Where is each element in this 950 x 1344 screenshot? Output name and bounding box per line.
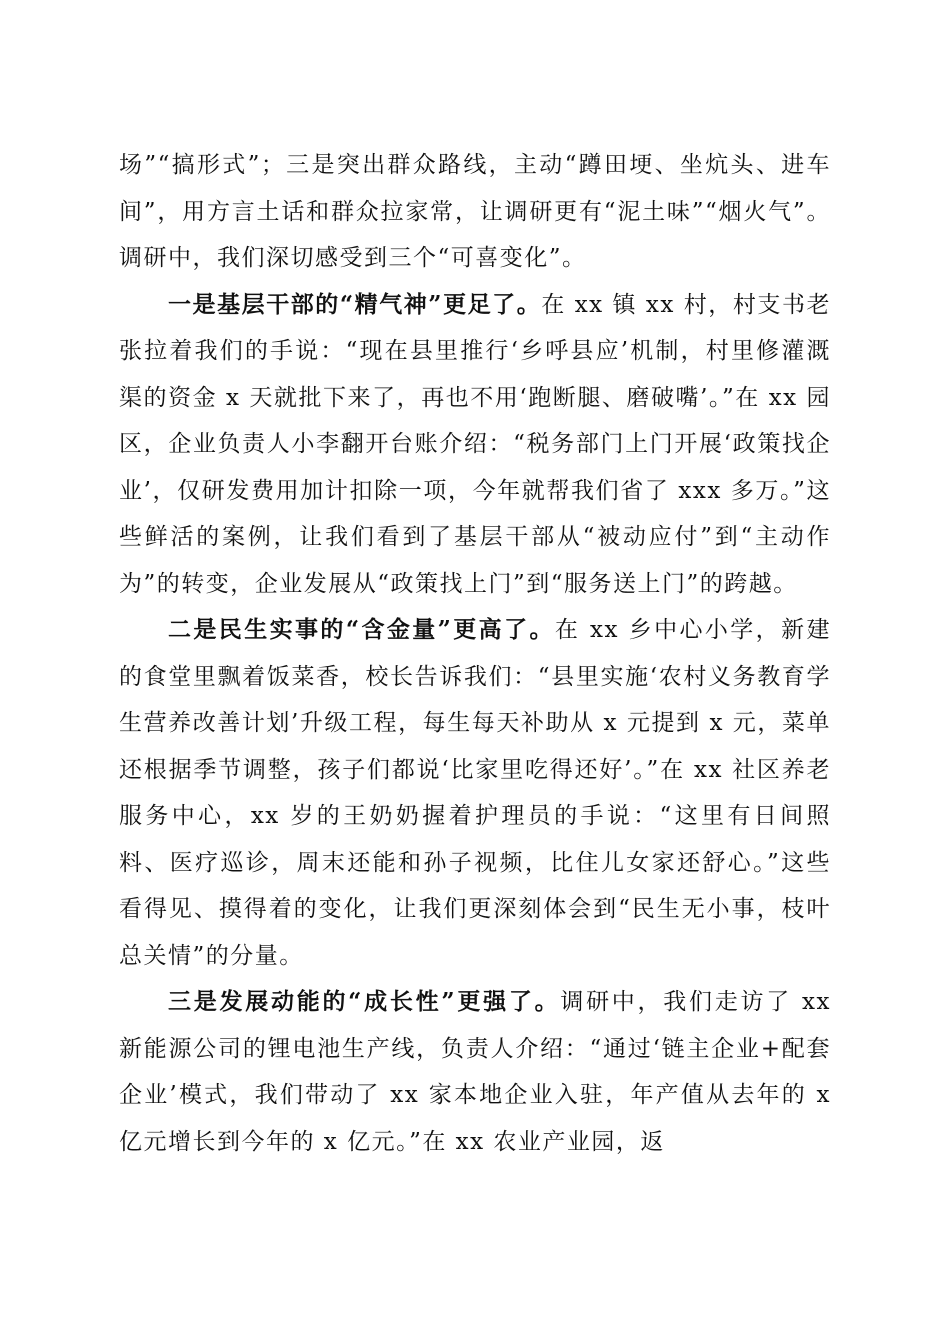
paragraph-text: 在 xx 乡中心小学，新建的食堂里飘着饭菜香，校长告诉我们：“县里实施‘农村义务教育学生营养改善计划’升级工程，每生每天补助从 x 元提到 x 元，菜单还根据季节调整，孩子们都说‘比家里吃得还好’。”在 xx 社区养老服务中心，xx 岁的王奶奶握着护理员的手说：“这里有日间照料、医疗巡诊，周末还能和孙子视频，比住儿女家还舒心。”这些看得见、摸得着的变化，让我们更深刻体会到“民生无小事，枝叶总关情”的分量。: [119, 617, 831, 969]
paragraph-lead: 一是基层干部的“精气神”更足了。: [168, 290, 542, 318]
paragraph-lead: 二是民生实事的“含金量”更高了。: [168, 616, 555, 643]
document-body: [119, 142, 831, 1165]
paragraph-development: [119, 979, 831, 1165]
paragraph-lead: 三是发展动能的“成长性”更强了。: [168, 988, 561, 1015]
paragraph-text: 在 xx 镇 xx 村，村支书老张拉着我们的手说：“现在县里推行‘乡呼县应’机制，村里修灌溉渠的资金 x 天就批下来了，再也不用‘跑断腿、磨破嘴’。”在 xx 园区，企业负责人小李翻开台账介绍：“税务部门上门开展‘政策找企业’，仅研发费用加计扣除一项，今年就帮我们省了 xxx 多万。”这些鲜活的案例，让我们看到了基层干部从“被动应付”到“主动作为”的转变，企业发展从“政策找上门”到“服务送上门”的跨越。: [119, 291, 831, 597]
paragraph-cadre-spirit: [119, 282, 831, 608]
paragraph-livelihood: [119, 607, 831, 979]
paragraph-continuation: [119, 142, 831, 282]
paragraph-text: 调研中，我们走访了 xx 新能源公司的锂电池生产线，负责人介绍：“通过‘链主企业+配套企业’模式，我们带动了 xx 家本地企业入驻，年产值从去年的 x 亿元增长到今年的 x 亿元。”在 xx 农业产业园，返: [119, 989, 831, 1155]
paragraph-text: 场”“搞形式”；三是突出群众路线，主动“蹲田埂、坐炕头、进车间”，用方言土话和群众拉家常，让调研更有“泥土味”“烟火气”。调研中，我们深切感受到三个“可喜变化”。: [119, 152, 831, 271]
